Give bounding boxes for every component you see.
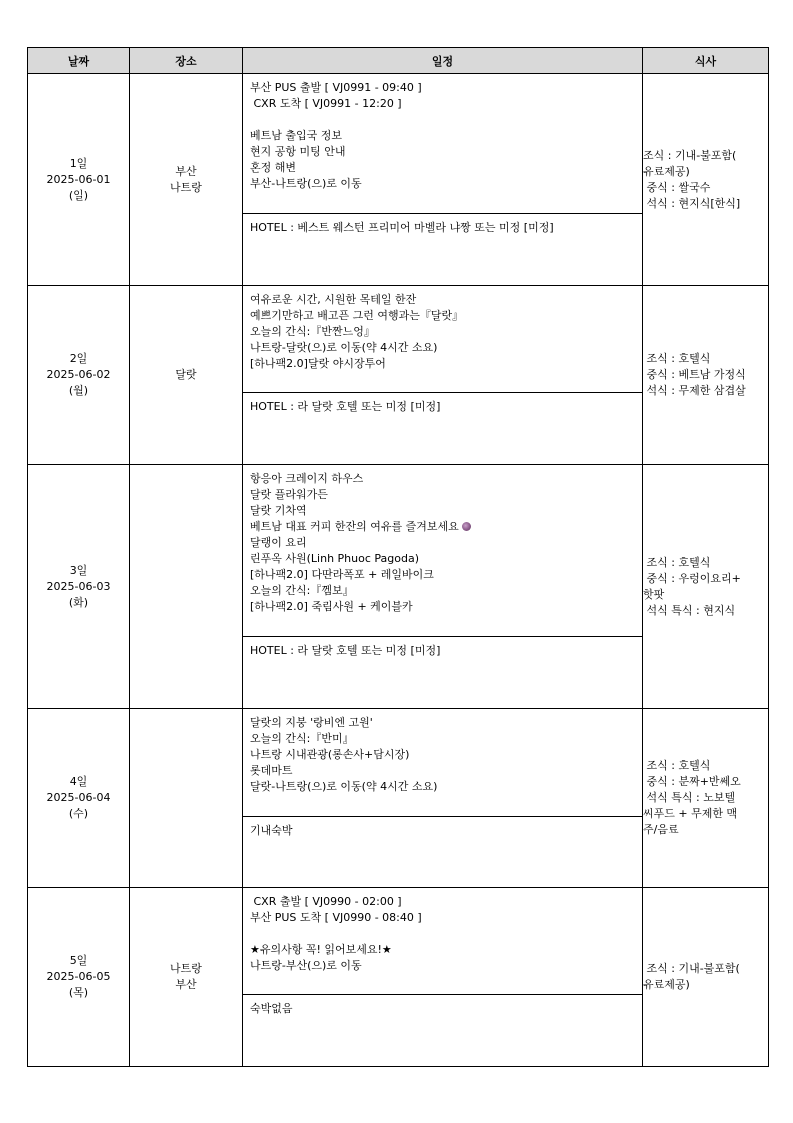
meal-line: 조식 : 호텔식: [643, 759, 711, 772]
meal-line: 조식 : 호텔식: [643, 352, 711, 365]
place-line: 부산: [175, 164, 197, 178]
activity-line: [하나팩2.0] 죽림사원 + 케이블카: [250, 600, 413, 613]
meal-cell: [643, 465, 769, 709]
meal-line: 조식 : 기내-불포함(: [643, 962, 740, 975]
activity-list: [243, 709, 642, 816]
activity-line: 달랭이 요리: [250, 536, 307, 549]
day-label: 1일: [69, 156, 88, 170]
place-cell: [130, 74, 243, 286]
place-cell: [130, 286, 243, 465]
meal-line: 중식 : 분짜+반쎄오: [643, 775, 741, 788]
activity-line: 롯데마트: [250, 764, 293, 777]
activity-line: ★유의사항 꼭! 읽어보세요!★: [250, 943, 392, 956]
meal-cell: [643, 286, 769, 465]
activity-line: 현지 공항 미팅 안내: [250, 145, 346, 158]
activity-line: 달랏 기차역: [250, 504, 307, 517]
table-row: [28, 465, 769, 709]
header-place: 장소: [130, 48, 243, 74]
meal-line: 조식 : 기내-불포함(: [643, 148, 737, 162]
meal-line: 석식 특식 : 현지식: [643, 603, 736, 617]
hotel-info: [243, 636, 642, 708]
activity-list: [243, 286, 642, 392]
header-row: [28, 48, 769, 74]
activity-line: 오늘의 간식:『반미』: [250, 732, 354, 745]
activity-line: 항응아 크레이지 하우스: [250, 472, 364, 485]
meal-line: 핫팟: [643, 587, 665, 601]
date-label: 2025-06-03: [46, 579, 111, 593]
activity-line: [250, 519, 635, 535]
activity-line: 부산 PUS 도착 [ VJ0990 - 08:40 ]: [250, 911, 422, 924]
meal-cell: [643, 74, 769, 286]
activity-line: 여유로운 시간, 시원한 목테일 한잔: [250, 293, 417, 306]
place-line: 달랏: [175, 368, 197, 381]
hotel-info: [243, 392, 642, 464]
activity-line: [하나팩2.0]달랏 야시장투어: [250, 357, 386, 370]
meal-line: 유료제공): [643, 978, 690, 991]
meal-cell: [643, 709, 769, 888]
activity-line: 나트랑 시내관광(롱손사+담시장): [250, 748, 410, 761]
hotel-info: [243, 994, 642, 1066]
schedule-cell: [243, 465, 643, 709]
activity-line: 부산 PUS 출발 [ VJ0991 - 09:40 ]: [250, 81, 422, 94]
place-cell: [130, 888, 243, 1067]
date-label: 2025-06-05: [46, 970, 111, 983]
date-label: 2025-06-01: [46, 172, 111, 186]
activity-line: 달랏의 지붕 '랑비엔 고원': [250, 716, 373, 729]
hotel-text: HOTEL : 베스트 웨스턴 프리미어 마벨라 냐짱 또는 미정 [미정]: [250, 221, 554, 234]
meal-line: 주/음료: [643, 823, 679, 836]
hotel-text: HOTEL : 라 달랏 호텔 또는 미정 [미정]: [250, 644, 441, 657]
weekday-label: (목): [68, 986, 89, 999]
meal-line: 중식 : 베트남 가정식: [643, 368, 746, 381]
hotel-info: [243, 213, 642, 285]
meal-line: 중식 : 우렁이요리+: [643, 571, 741, 585]
header-date: 날짜: [28, 48, 130, 74]
activity-line: 부산-나트랑(으)로 이동: [250, 177, 362, 190]
activity-line: CXR 도착 [ VJ0991 - 12:20 ]: [250, 97, 402, 110]
activity-line: 달랏-나트랑(으)로 이동(약 4시간 소요): [250, 780, 438, 793]
activity-line: 예쁘기만하고 배고픈 그런 여행과는『달랏』: [250, 309, 464, 322]
meal-line: 석식 : 현지식[한식]: [643, 196, 741, 210]
weekday-label: (화): [68, 595, 89, 609]
meal-line: 유료제공): [643, 164, 690, 178]
hotel-text: HOTEL : 라 달랏 호텔 또는 미정 [미정]: [250, 400, 441, 413]
day-label: 2일: [69, 352, 88, 365]
meal-line: 석식 : 무제한 삼겹살: [643, 384, 746, 397]
activity-line: 오늘의 간식:『껨보』: [250, 584, 354, 597]
place-cell: [130, 465, 243, 709]
table-row: [28, 709, 769, 888]
place-line: 나트랑: [170, 962, 202, 975]
activity-line: 오늘의 간식:『반짠느엉』: [250, 325, 375, 338]
date-cell: [28, 888, 130, 1067]
meal-line: 중식 : 쌀국수: [643, 180, 711, 194]
activity-line: [250, 112, 635, 128]
date-cell: [28, 74, 130, 286]
activity-line: 베트남 출입국 정보: [250, 129, 343, 142]
date-cell: [28, 286, 130, 465]
activity-list: [243, 888, 642, 994]
meal-line: 조식 : 호텔식: [643, 555, 711, 569]
place-line: 부산: [175, 978, 197, 991]
activity-line: 나트랑-달랏(으)로 이동(약 4시간 소요): [250, 341, 438, 354]
schedule-cell: [243, 74, 643, 286]
activity-line: [250, 926, 635, 942]
itinerary-table: [27, 47, 769, 1067]
header-schedule: 일정: [243, 48, 643, 74]
schedule-cell: [243, 286, 643, 465]
table-row: [28, 286, 769, 465]
date-label: 2025-06-04: [46, 791, 111, 804]
schedule-cell: [243, 888, 643, 1067]
table-row: [28, 888, 769, 1067]
day-label: 3일: [69, 563, 88, 577]
weekday-label: (월): [68, 384, 89, 397]
table-row: [28, 74, 769, 286]
coffee-icon: [462, 522, 471, 531]
day-label: 5일: [69, 954, 88, 967]
meal-line: 석식 특식 : 노보텔: [643, 791, 736, 804]
meal-line: 씨푸드 + 무제한 맥: [643, 807, 738, 820]
place-line: 나트랑: [170, 180, 202, 194]
hotel-text: 기내숙박: [250, 824, 293, 837]
date-cell: [28, 465, 130, 709]
weekday-label: (일): [68, 188, 89, 202]
schedule-cell: [243, 709, 643, 888]
weekday-label: (수): [68, 807, 89, 820]
meal-cell: [643, 888, 769, 1067]
activity-line: 린푸옥 사원(Linh Phuoc Pagoda): [250, 552, 420, 565]
activity-text: 베트남 대표 커피 한잔의 여유를 즐겨보세요: [250, 520, 459, 533]
day-label: 4일: [69, 775, 88, 788]
activity-line: 나트랑-부산(으)로 이동: [250, 959, 362, 972]
date-cell: [28, 709, 130, 888]
activity-line: 혼정 해변: [250, 161, 297, 174]
hotel-text: 숙박없음: [250, 1002, 293, 1015]
activity-list: [243, 465, 642, 636]
activity-line: 달랏 플라워가든: [250, 488, 328, 501]
activity-line: [하나팩2.0] 다딴라폭포 + 레일바이크: [250, 568, 434, 581]
activity-list: [243, 74, 642, 213]
activity-line: CXR 출발 [ VJ0990 - 02:00 ]: [250, 895, 402, 908]
date-label: 2025-06-02: [46, 368, 111, 381]
header-meal: 식사: [643, 48, 769, 74]
hotel-info: [243, 816, 642, 887]
place-cell: [130, 709, 243, 888]
